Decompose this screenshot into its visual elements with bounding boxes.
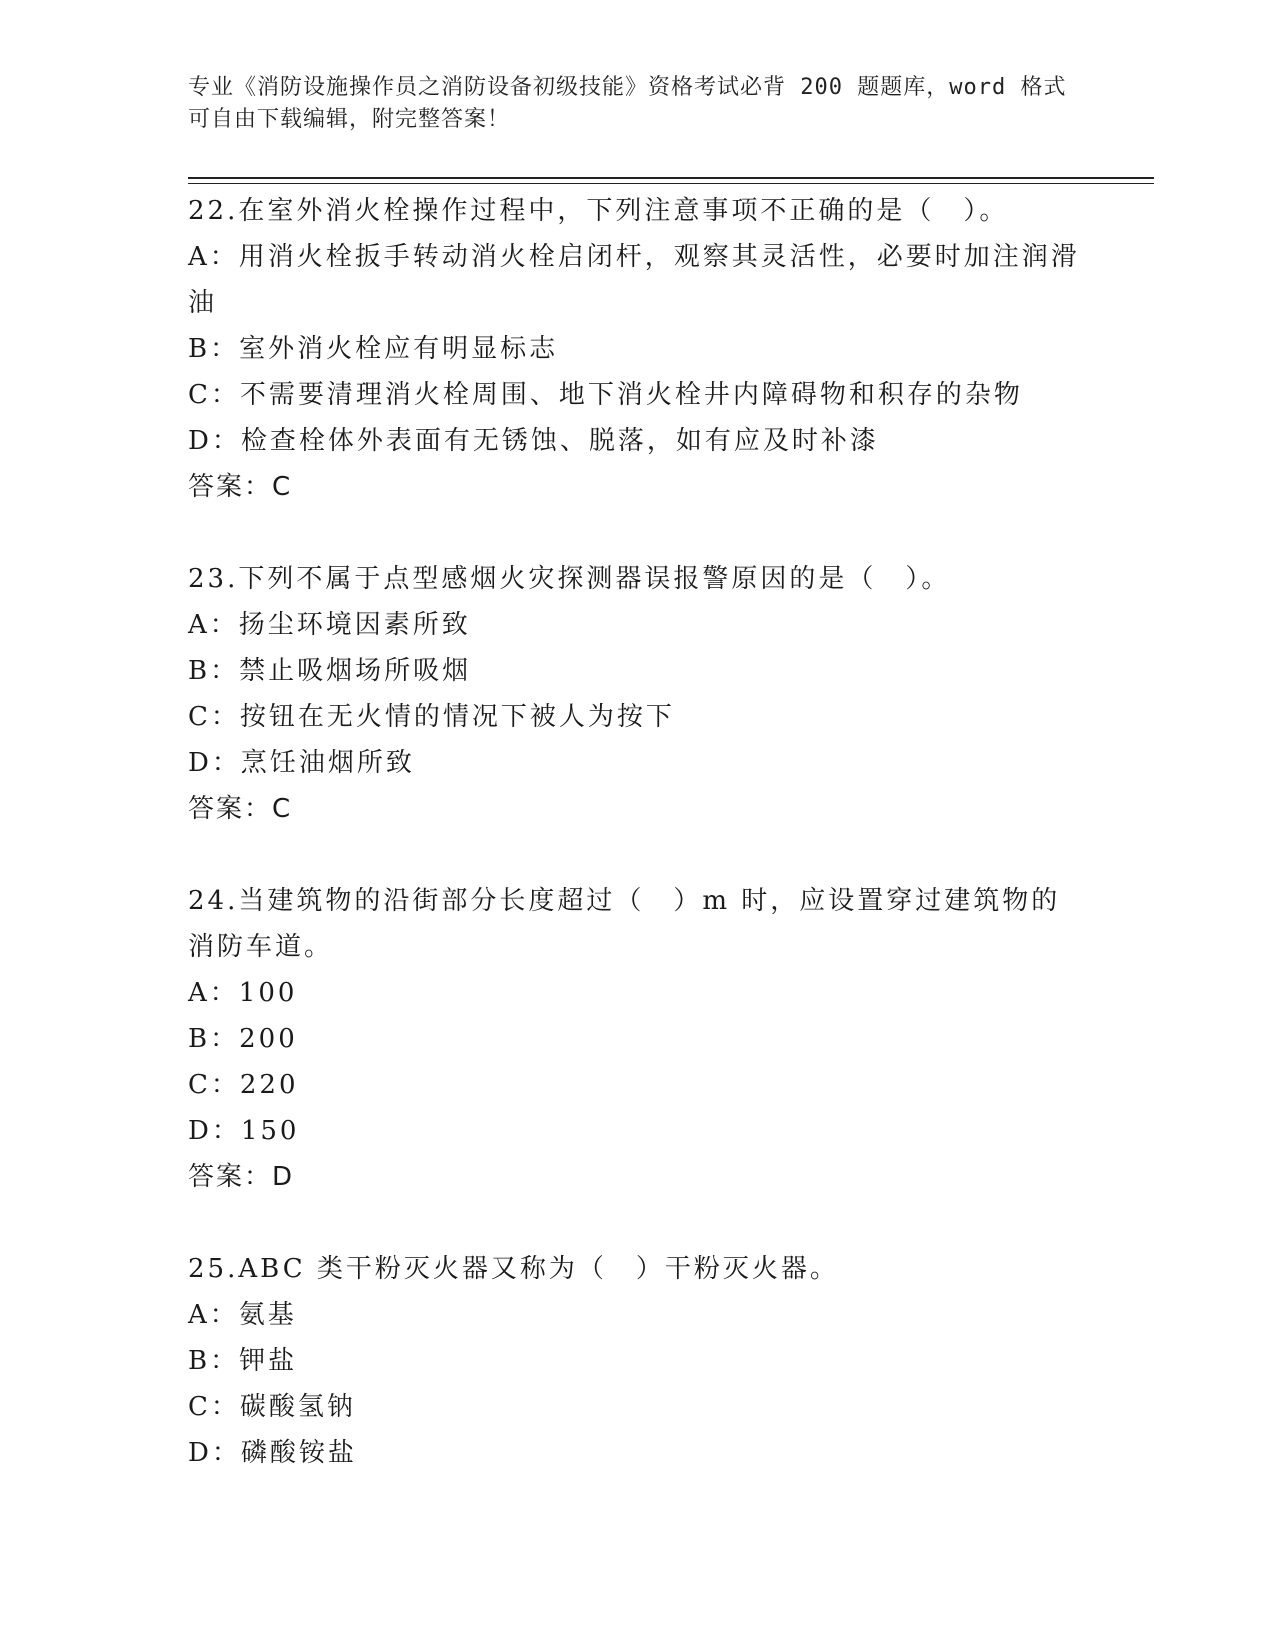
option-d: D：150 bbox=[188, 1116, 300, 1146]
question-24 bbox=[188, 878, 1088, 1200]
question-25 bbox=[188, 1246, 1088, 1476]
question-stem: 25.ABC 类干粉灭火器又称为（ ）干粉灭火器。 bbox=[188, 1254, 839, 1284]
option-b: B：钾盐 bbox=[188, 1346, 298, 1376]
question-23 bbox=[188, 556, 1088, 832]
answer-line: 答案：C bbox=[188, 472, 293, 502]
option-b: B：200 bbox=[188, 1024, 298, 1054]
option-c: C：按钮在无火情的情况下被人为按下 bbox=[188, 702, 675, 732]
option-c: C：不需要清理消火栓周围、地下消火栓井内障碍物和积存的杂物 bbox=[188, 380, 1023, 410]
question-stem: 23.下列不属于点型感烟火灾探测器误报警原因的是（ ）。 bbox=[188, 564, 951, 594]
option-c: C：220 bbox=[188, 1070, 299, 1100]
question-stem: 22.在室外消火栓操作过程中，下列注意事项不正确的是（ ）。 bbox=[188, 196, 1009, 226]
document-header: 专业《消防设施操作员之消防设备初级技能》资格考试必背 200 题题库，word 格式可自由下载编辑，附完整答案！ bbox=[188, 75, 1067, 132]
answer-line: 答案：D bbox=[188, 1162, 295, 1192]
option-d: D：磷酸铵盐 bbox=[188, 1438, 357, 1468]
header-divider-top bbox=[188, 177, 1154, 179]
question-list bbox=[188, 188, 1088, 1522]
option-a: A：用消火栓扳手转动消火栓启闭杆，观察其灵活性，必要时加注润滑油 bbox=[188, 242, 1080, 318]
option-b: B：禁止吸烟场所吸烟 bbox=[188, 656, 472, 686]
option-d: D：烹饪油烟所致 bbox=[188, 748, 415, 778]
option-a: A：氨基 bbox=[188, 1300, 297, 1330]
option-b: B：室外消火栓应有明显标志 bbox=[188, 334, 559, 364]
option-a: A：100 bbox=[188, 978, 298, 1008]
answer-line: 答案：C bbox=[188, 794, 293, 824]
option-a: A：扬尘环境因素所致 bbox=[188, 610, 471, 640]
header-divider-bottom bbox=[188, 183, 1154, 184]
option-c: C：碳酸氢钠 bbox=[188, 1392, 356, 1422]
question-stem: 24.当建筑物的沿街部分长度超过（ ）m 时，应设置穿过建筑物的消防车道。 bbox=[188, 886, 1061, 962]
question-22 bbox=[188, 188, 1088, 510]
option-d: D：检查栓体外表面有无锈蚀、脱落，如有应及时补漆 bbox=[188, 426, 879, 456]
